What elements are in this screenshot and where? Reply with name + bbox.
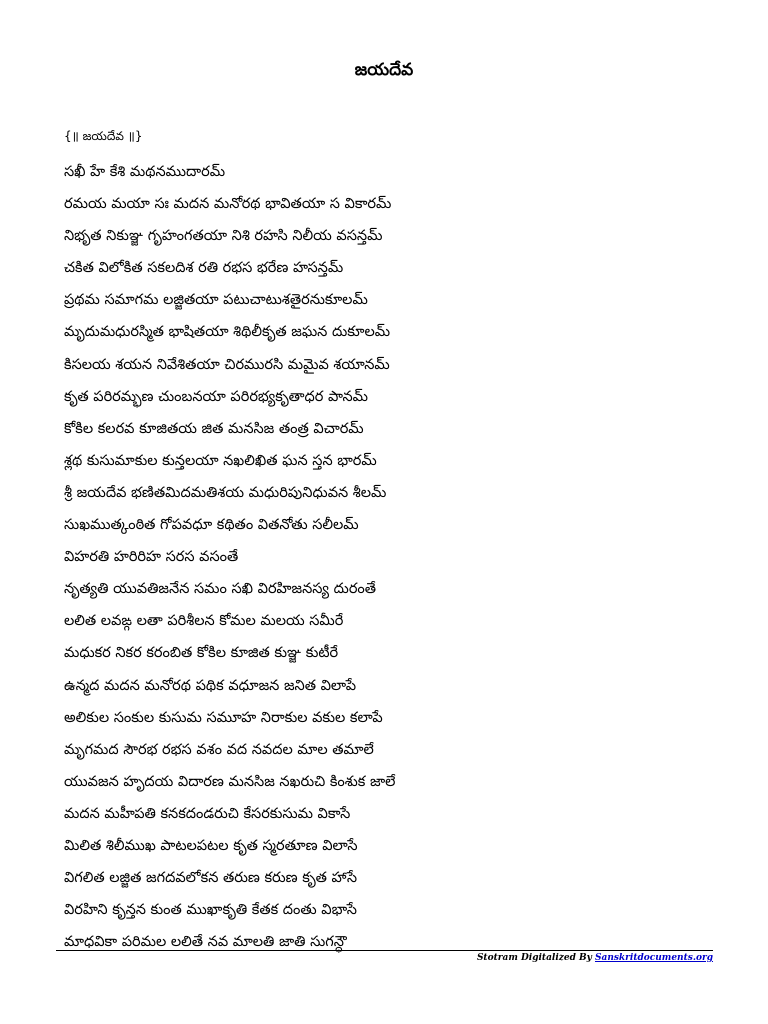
- verse-line: మృగమద సౌరభ రభస వశం వద నవదల మాల తమాలే: [64, 741, 374, 758]
- verse-line: చకిత విలోకిత సకలదిశ రతి రభస భరేణ హసన్తమ్: [64, 260, 344, 277]
- verse-lines: [64, 157, 744, 959]
- page-title: జయదేవ: [354, 60, 414, 80]
- verse-line: అలికుల సంకుల కుసుమ సమూహ నిరాకుల వకుల కలాపే: [64, 709, 383, 726]
- verse-line: లలిత లవఙ్గ లతా పరిశీలన కోమల మలయ సమీరే: [64, 613, 344, 630]
- verse-line: కిసలయ శయన నివేశితయా చిరమురసి మమైవ శయానమ్: [64, 356, 390, 373]
- verse-line: కోకిల కలరవ కూజితయ జిత మనసిజ తంత్ర విచారమ్: [64, 420, 364, 437]
- verse-line: నృత్యతి యువతిజనేన సమం సఖి విరహిజనస్య దురంతే: [64, 581, 377, 598]
- verse-line: ప్రథమ సమాగమ లజ్జితయా పటుచాటుశతైరనుకూలమ్: [64, 292, 368, 309]
- sanskritdocuments-link[interactable]: Sanskritdocuments.org: [594, 953, 713, 963]
- verse-line: మృదుమధురస్మిత భాషితయా శిథిలీకృత జఘన దుకూలమ్: [64, 324, 391, 341]
- verse-line: సుఖముత్కంఠిత గోపవధూ కథితం వితనోతు సలీలమ్: [64, 517, 359, 534]
- footer-divider: [56, 950, 713, 951]
- verse-line: మధుకర నికర కరంబిత కోకిల కూజిత కుఞ్జ కుటీరే: [64, 645, 339, 662]
- verse-line: ఉన్మద మదన మనోరథ పథిక వధూజన జనిత విలాపే: [64, 677, 357, 694]
- verse-line: మిలిత శిలీముఖ పాటలపటల కృత స్మరతూణ విలాసే: [64, 837, 358, 854]
- verse-line: శ్రీ జయదేవ భణితమిదమతిశయ మధురిపునిధువన శీలమ్: [64, 484, 387, 501]
- verse-line: సఖీ హే కేశి మథనముదారమ్: [64, 164, 226, 180]
- verse-line: విగలిత లజ్జిత జగదవలోకన తరుణ కరుణ కృత హాసే: [64, 870, 358, 887]
- section-heading: {॥ జయదేవ ॥}: [64, 129, 143, 143]
- verse-line: విహరతి హరిరిహ సరస వసంతే: [64, 549, 239, 566]
- verse-line: నిభృత నికుఞ్జ గృహంగతయా నిశి రహసి నిలీయ వసన్తమ్: [64, 228, 383, 245]
- verse-line: మాధవికా పరిమల లలితే నవ మాలతి జాతి సుగన్ధౌ: [64, 934, 347, 951]
- footer-credit: [477, 952, 713, 964]
- verse-line: యువజన హృదయ విదారణ మనసిజ నఖరుచి కింశుక జాలే: [64, 773, 396, 790]
- verse-line: విరహిని కృన్తన కుంత ముఖాకృతి కేతక దంతు విభాసే: [64, 902, 357, 919]
- verse-line: శ్లథ కుసుమాకుల కున్తలయా నఖలిఖిత ఘన స్తన భారమ్: [64, 452, 377, 469]
- footer-credit-text: Stotram Digitalized By: [476, 953, 595, 963]
- verse-line: మదన మహీపతి కనకదండరుచి కేసరకుసుమ వికాసే: [64, 805, 351, 822]
- verse-line: కృత పరిరమ్భణ చుంబనయా పరిరభ్యకృతాధర పానమ్: [64, 388, 368, 405]
- verse-line: రమయ మయా సః మదన మనోరథ భావితయా స వికారమ్: [64, 196, 392, 213]
